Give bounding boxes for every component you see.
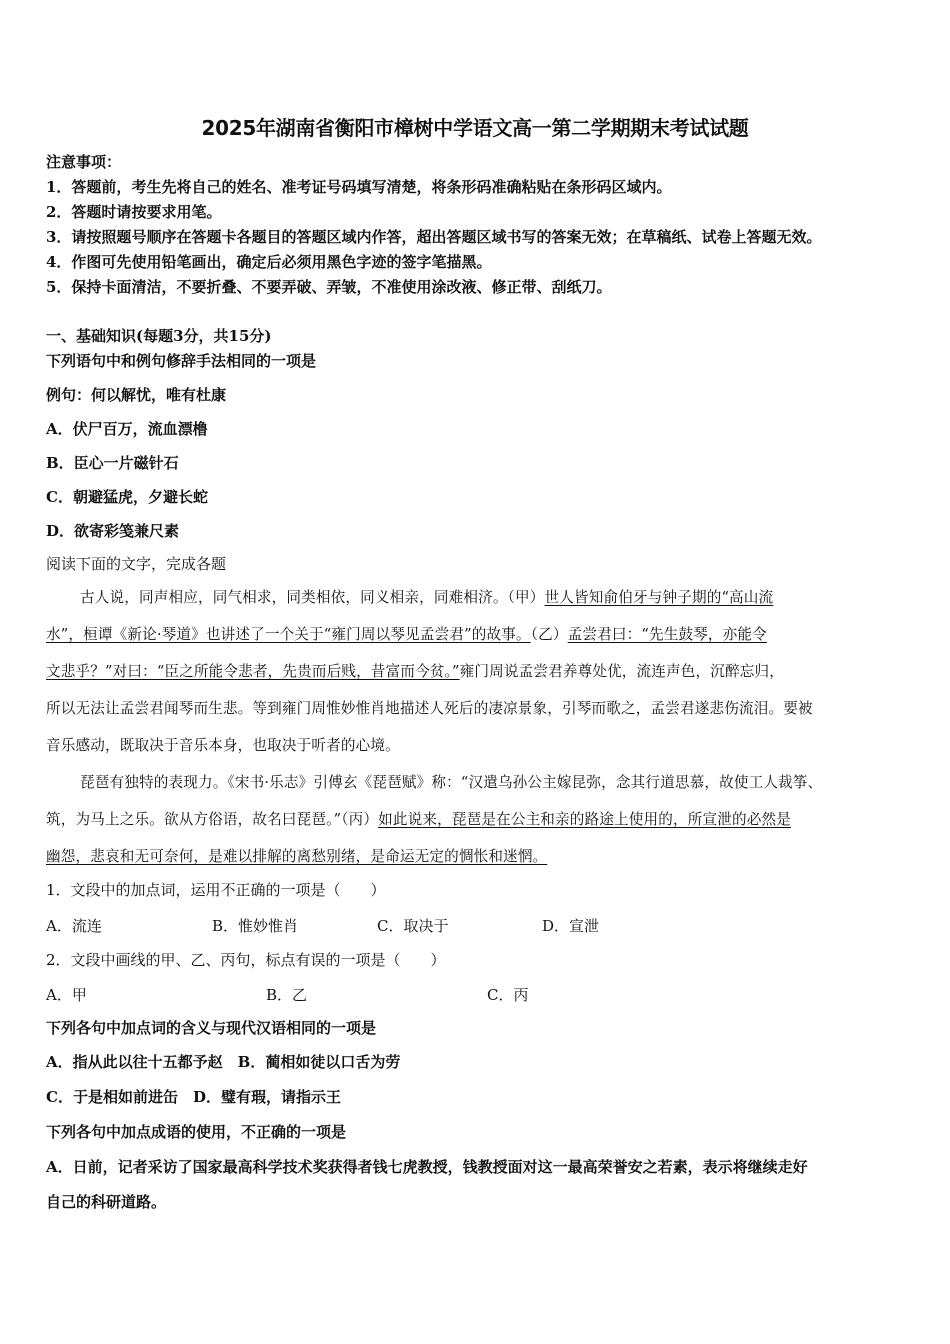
- question-stem: 1．文段中的加点词，运用不正确的一项是（ ）: [46, 881, 386, 899]
- option-a: A．流连: [46, 917, 102, 935]
- reading-intro: 阅读下面的文字，完成各题: [46, 555, 227, 573]
- question-stem: 下列各句中加点成语的使用，不正确的一项是: [46, 1123, 347, 1141]
- underlined-sentence-yi: 文悲乎？”对曰：“臣之所能令悲者，先贵而后贱，昔富而今贫。”: [46, 663, 460, 680]
- option-b: B．乙: [266, 986, 308, 1004]
- example-sentence: 例句：何以解忧，唯有杜康: [46, 386, 227, 404]
- underlined-sentence-jia: 世人皆知俞伯牙与钟子期的“高山流: [544, 589, 774, 606]
- passage-text: 筑，为马上之乐。欲从方俗语，故名曰琵琶。”（丙）: [46, 811, 379, 828]
- option-a: A．甲: [46, 986, 87, 1004]
- passage-line: 所以无法让孟尝君闻琴而生悲。等到雍门周惟妙惟肖地描述人死后的凄凉景象，引琴而歌之，孟尝君遂悲伤流泪。要被: [46, 700, 813, 717]
- option-b: B．臣心一片磁针石: [46, 454, 179, 472]
- underlined-sentence-yi: 孟尝君曰：“先生鼓琴，亦能令: [567, 626, 767, 643]
- option-b: B．惟妙惟肖: [212, 917, 299, 935]
- question-stem: 2．文段中画线的甲、乙、丙句，标点有误的一项是（ ）: [46, 951, 446, 969]
- option-a: A．日前，记者采访了国家最高科学技术奖获得者钱七虎教授，钱教授面对这一最高荣誉安之若素，表示将继续走好: [46, 1158, 808, 1176]
- options-row: A．指从此以往十五都予赵 B．蔺相如徒以口舌为劳: [46, 1053, 401, 1071]
- passage-line: 音乐感动，既取决于音乐本身，也取决于听者的心境。: [46, 737, 400, 754]
- passage-line: [46, 662, 784, 682]
- underlined-sentence-bing: 如此说来，琵琶是在公主和亲的路途上使用的，所宣泄的必然是: [378, 811, 791, 828]
- options-row: C．于是相如前进缶 D．璧有瑕，请指示王: [46, 1088, 341, 1106]
- option-a-continued: 自己的科研道路。: [46, 1193, 167, 1211]
- notice-heading: 注意事项：: [46, 153, 122, 171]
- section-heading: 一、基础知识(每题3分，共15分): [46, 327, 272, 345]
- passage-text: 雍门周说孟尝君养尊处优，流连声色，沉醉忘归，: [459, 663, 784, 680]
- passage-line: [80, 588, 773, 608]
- underlined-sentence-bing: 幽怨，悲哀和无可奈何，是难以排解的离愁别绪，是命运无定的惆怅和迷惘。: [46, 848, 548, 865]
- passage-text: （乙）: [530, 626, 568, 643]
- question-stem: 下列语句中和例句修辞手法相同的一项是: [46, 352, 317, 370]
- option-c: C．丙: [487, 986, 529, 1004]
- exam-title: 2025年湖南省衡阳市樟树中学语文高一第二学期期末考试试题: [201, 116, 749, 140]
- option-a: A．伏尸百万，流血漂橹: [46, 420, 208, 438]
- underlined-sentence-jia: 水”，桓谭《新论·琴道》也讲述了一个关于“雍门周以琴见孟尝君”的故事。: [46, 626, 531, 643]
- option-d: D．宣泄: [542, 917, 600, 935]
- passage-text: 古人说，同声相应，同气相求，同类相依，同义相亲，同难相济。（甲）: [80, 589, 545, 606]
- notice-item: 3．请按照题号顺序在答题卡各题目的答题区域内作答，超出答题区域书写的答案无效；在草稿纸、试卷上答题无效。: [46, 228, 822, 246]
- option-c: C．取决于: [377, 917, 449, 935]
- question-stem: 下列各句中加点词的含义与现代汉语相同的一项是: [46, 1019, 377, 1037]
- notice-item: 4．作图可先使用铅笔画出，确定后必须用黑色字迹的签字笔描黑。: [46, 253, 492, 271]
- passage-line: 琵琶有独特的表现力。《宋书·乐志》引傅玄《琵琶赋》称：“汉遣乌孙公主嫁昆弥，念其行道思慕，故使工人裁筝、: [80, 774, 823, 791]
- passage-line: [46, 625, 767, 645]
- option-d: D．欲寄彩笺兼尺素: [46, 522, 180, 540]
- passage-line: [46, 810, 791, 830]
- option-c: C．朝避猛虎，夕避长蛇: [46, 488, 208, 506]
- notice-item: 1．答题前，考生先将自己的姓名、准考证号码填写清楚，将条形码准确粘贴在条形码区域内。: [46, 178, 672, 196]
- notice-item: 2．答题时请按要求用笔。: [46, 203, 222, 221]
- notice-item: 5．保持卡面清洁，不要折叠、不要弄破、弄皱，不准使用涂改液、修正带、刮纸刀。: [46, 278, 612, 296]
